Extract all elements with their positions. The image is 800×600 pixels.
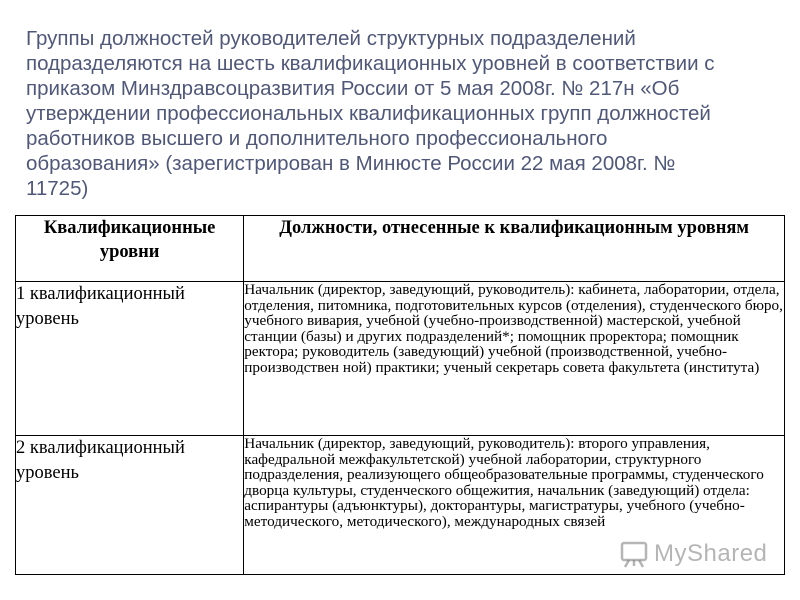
positions-cell: Начальник (директор, заведующий, руководитель): второго управления, кафедральной межфакультетской) учебной лаборатории, структурного подразделения, реализующего общеобразовательные программы, студенческого дворца культуры, студенческого общежития, начальник (заведующий) отдела: аспирантуры (адъюнктуры), докторантуры, магистратуры, учебного (учебно-методического, методического), международных связей	[244, 436, 785, 575]
intro-paragraph: Группы должностей руководителей структурных подразделений подразделяются на шесть квалификационных уровней в соответствии с приказом Минздравсоцразвития России от 5 мая 2008г. № 217н «Об утверждении профессиональных квалификационных групп должностей работников высшего и дополнительного профессионального образования» (зарегистрирован в Минюсте России 22 мая 2008г. № 11725)	[26, 27, 715, 200]
table-row	[16, 282, 785, 436]
watermark-text: MyShared	[654, 540, 768, 567]
level-cell: 1 квалификационный уровень	[16, 282, 244, 436]
header-positions: Должности, отнесенные к квалификационным уровням	[244, 216, 785, 282]
header-levels: Квалификационные уровни	[16, 216, 244, 282]
level-cell: 2 квалификационный уровень	[16, 436, 244, 575]
watermark	[620, 540, 767, 568]
qualification-table	[15, 215, 785, 575]
presentation-board-icon	[620, 540, 648, 568]
positions-cell: Начальник (директор, заведующий, руководитель): кабинета, лаборатории, отдела, отделения, питомника, подготовительных курсов (отделения), студенческого бюро, учебного вивария, учебной (учебно-производственной) мастерской, учебной станции (базы) и других подразделений*; помощник проректора; помощник ректора; руководитель (заведующий) учебной (производственной, учебно-производствен ной) практики; ученый секретарь совета факультета (института)	[244, 282, 785, 436]
table-header-row	[16, 216, 785, 282]
